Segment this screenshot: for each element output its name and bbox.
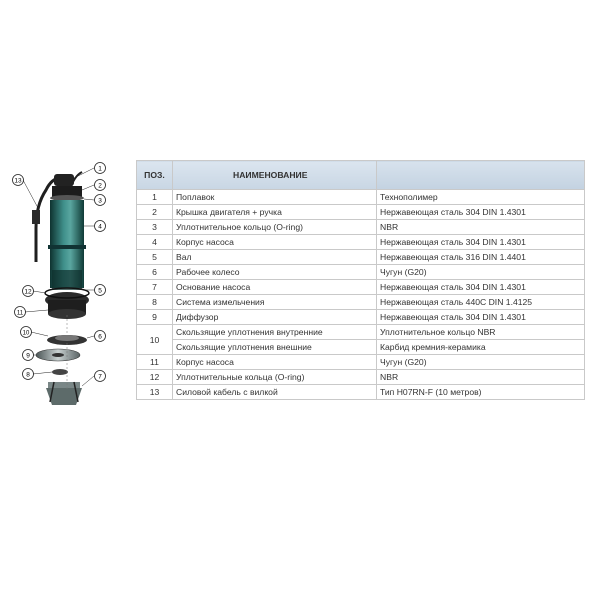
row-name (173, 325, 377, 355)
row-pos: 10 (137, 325, 173, 355)
callout-2 (82, 180, 106, 191)
svg-text:6: 6 (98, 333, 102, 341)
row-name: Основание насоса (173, 280, 377, 295)
callout-10 (21, 327, 49, 338)
svg-text:5: 5 (98, 287, 102, 295)
table-row (137, 205, 585, 220)
row-pos: 4 (137, 235, 173, 250)
row-name: Поплавок (173, 190, 377, 205)
row-material: Чугун (G20) (377, 265, 585, 280)
row-name: Уплотнительные кольца (O-ring) (173, 370, 377, 385)
row-name: Вал (173, 250, 377, 265)
row-pos: 13 (137, 385, 173, 400)
row-material-line: Уплотнительное кольцо NBR (380, 327, 496, 337)
table-header-row (137, 161, 585, 190)
row-name: Крышка двигателя + ручка (173, 205, 377, 220)
svg-text:11: 11 (16, 310, 24, 317)
svg-text:8: 8 (26, 371, 30, 379)
callout-9 (23, 350, 37, 361)
row-material-line: Карбид кремния-керамика (377, 339, 584, 354)
row-pos: 6 (137, 265, 173, 280)
row-name: Корпус насоса (173, 355, 377, 370)
table-row (137, 385, 585, 400)
table-row (137, 280, 585, 295)
row-material: Нержавеющая сталь 304 DIN 1.4301 (377, 310, 585, 325)
header-pos: ПОЗ. (137, 161, 173, 190)
row-material: Тип H07RN-F (10 метров) (377, 385, 585, 400)
table-row (137, 325, 585, 355)
cutter-drawing (52, 369, 68, 375)
row-material (377, 325, 585, 355)
row-name: Уплотнительное кольцо (O-ring) (173, 220, 377, 235)
row-pos: 5 (137, 250, 173, 265)
table-row (137, 190, 585, 205)
svg-text:2: 2 (98, 182, 102, 190)
svg-text:4: 4 (98, 223, 102, 231)
row-material: NBR (377, 220, 585, 235)
row-pos: 1 (137, 190, 173, 205)
table-row (137, 250, 585, 265)
callout-6 (87, 331, 106, 342)
table-row (137, 235, 585, 250)
row-name: Система измельчения (173, 295, 377, 310)
svg-text:10: 10 (22, 330, 30, 337)
row-material: Нержавеющая сталь 440C DIN 1.4125 (377, 295, 585, 310)
row-material: Нержавеющая сталь 304 DIN 1.4301 (377, 235, 585, 250)
parts-table (136, 160, 585, 400)
table-row (137, 355, 585, 370)
table-row (137, 295, 585, 310)
row-material: Технополимер (377, 190, 585, 205)
row-name: Рабочее колесо (173, 265, 377, 280)
row-name: Силовой кабель с вилкой (173, 385, 377, 400)
row-pos: 2 (137, 205, 173, 220)
row-name-line: Скользящие уплотнения внешние (173, 339, 376, 354)
row-material: Нержавеющая сталь 304 DIN 1.4301 (377, 205, 585, 220)
callout-11 (15, 307, 49, 318)
header-material (377, 161, 585, 190)
svg-text:3: 3 (98, 197, 102, 205)
svg-text:1: 1 (98, 165, 102, 173)
svg-text:13: 13 (14, 177, 22, 185)
row-material: Нержавеющая сталь 316 DIN 1.4401 (377, 250, 585, 265)
row-material: NBR (377, 370, 585, 385)
float-drawing (54, 174, 74, 186)
pump-exploded-diagram (8, 150, 108, 420)
callout-3 (84, 195, 106, 206)
row-pos: 7 (137, 280, 173, 295)
row-pos: 11 (137, 355, 173, 370)
table-row (137, 265, 585, 280)
callout-7 (82, 371, 106, 387)
table-row (137, 220, 585, 235)
row-name: Корпус насоса (173, 235, 377, 250)
row-material: Нержавеющая сталь 304 DIN 1.4301 (377, 280, 585, 295)
row-pos: 3 (137, 220, 173, 235)
callout-13 (13, 175, 39, 209)
callout-4 (84, 221, 106, 232)
table-row (137, 370, 585, 385)
svg-text:9: 9 (26, 352, 30, 360)
header-name: НАИМЕНОВАНИЕ (173, 161, 377, 190)
row-name: Диффузор (173, 310, 377, 325)
table-row (137, 310, 585, 325)
svg-text:7: 7 (98, 373, 102, 381)
row-pos: 8 (137, 295, 173, 310)
row-pos: 12 (137, 370, 173, 385)
row-material: Чугун (G20) (377, 355, 585, 370)
row-pos: 9 (137, 310, 173, 325)
svg-text:12: 12 (24, 288, 32, 296)
callout-8 (23, 369, 53, 380)
row-name-line: Скользящие уплотнения внутренние (176, 327, 323, 337)
callout-12 (23, 286, 47, 297)
callout-1 (74, 163, 106, 179)
